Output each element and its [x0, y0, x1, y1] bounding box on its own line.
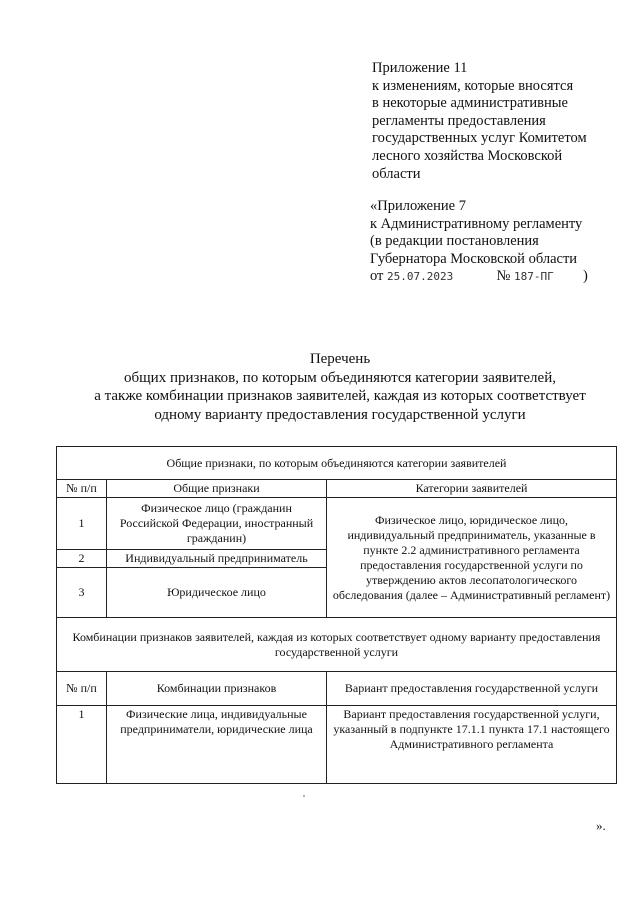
decree-date: 25.07.2023 [387, 270, 454, 284]
appendix-line: к изменениям, которые вносятся [372, 77, 574, 94]
document-title [60, 350, 620, 424]
appendix2-line: Губернатора Московской области [370, 250, 578, 267]
section1-title-row [57, 447, 617, 480]
row-number: 1 [57, 706, 107, 784]
closing-quote: ». [596, 818, 606, 833]
appendix-line: Приложение 11 [372, 60, 468, 76]
appendix2-line: к Административному регламенту [370, 215, 583, 232]
appendix-line: лесного хозяйства Московской [372, 147, 563, 164]
appendix-line: регламенты предоставления [372, 112, 546, 129]
applicant-features-table [56, 446, 617, 784]
header-cell: № п/п [57, 672, 107, 706]
appendix-line: государственных услуг Комитетом [372, 130, 587, 147]
date-prefix: от [370, 268, 384, 285]
combination-cell: Физические лица, индивидуальные предприниматели, юридические лица [107, 706, 327, 784]
appendix2-line: (в редакции постановления [370, 233, 539, 250]
table-row [57, 498, 617, 550]
decree-date-line [370, 268, 630, 286]
header-cell: № п/п [57, 480, 107, 498]
feature-cell: Индивидуальный предприниматель [107, 550, 327, 568]
close-paren: ) [582, 268, 588, 285]
appendix-block [372, 60, 622, 183]
header-cell: Вариант предоставления государственной услуги [327, 672, 617, 706]
header-cell: Комбинации признаков [107, 672, 327, 706]
header-cell: Категории заявителей [327, 480, 617, 498]
row-number: 3 [57, 568, 107, 618]
section2-title-row [57, 618, 617, 672]
regulation-appendix-block [370, 198, 630, 286]
appendix-line: области [372, 165, 421, 182]
section2-header-row [57, 672, 617, 706]
feature-cell: Физическое лицо (гражданин Российской Федерации, иностранный гражданин) [107, 498, 327, 550]
appendix2-line: «Приложение 7 [370, 198, 466, 214]
row-number: 1 [57, 498, 107, 550]
scan-speck [303, 795, 305, 797]
number-sign: № [496, 268, 511, 285]
variant-cell: Вариант предоставления государственной услуги, указанный в подпункте 17.1.1 пункта 17.1 настоящего Административного регламента [327, 706, 617, 784]
section2-title: Комбинации признаков заявителей, каждая из которых соответствует одному варианту предоставления государственной услуги [57, 618, 617, 672]
decree-number: 187-ПГ [513, 270, 554, 284]
section1-header-row [57, 480, 617, 498]
category-cell: Физическое лицо, юридическое лицо, индивидуальный предприниматель, указанные в пункте 2.2 административного регламента предоставления государственной услуги по утверждению актов лесопатологического обследования (далее – Административный регламент) [327, 498, 617, 618]
section1-title: Общие признаки, по которым объединяются категории заявителей [57, 447, 617, 480]
row-number: 2 [57, 550, 107, 568]
title-line: а также комбинации признаков заявителей, каждая из которых соответствует [94, 388, 586, 405]
title-line: Перечень [309, 351, 371, 367]
feature-cell: Юридическое лицо [107, 568, 327, 618]
header-cell: Общие признаки [107, 480, 327, 498]
table-row [57, 706, 617, 784]
appendix-line: в некоторые административные [372, 95, 568, 112]
title-line: одному варианту предоставления государственной услуги [154, 406, 526, 423]
title-line: общих признаков, по которым объединяются категории заявителей, [124, 369, 556, 386]
